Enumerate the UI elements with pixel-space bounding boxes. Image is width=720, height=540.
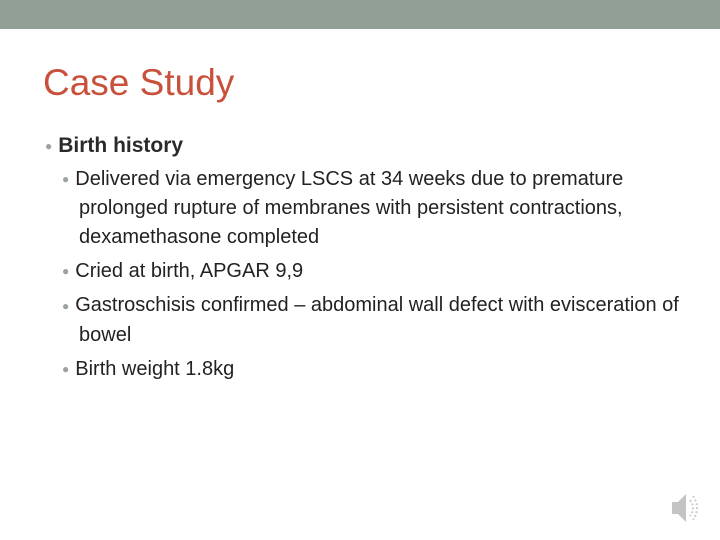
slide-title: Case Study — [43, 62, 235, 103]
sub-bullet-list — [62, 165, 682, 389]
list-item — [62, 165, 682, 252]
bullet-icon: ● — [45, 139, 53, 154]
list-item — [62, 355, 682, 384]
list-item-text: Cried at birth, APGAR 9,9 — [75, 260, 304, 283]
list-item-text: Birth weight 1.8kg — [75, 357, 235, 380]
bullet-text: Birth history — [58, 134, 184, 157]
speaker-icon[interactable] — [668, 490, 704, 531]
list-item-text: Gastroschisis confirmed – abdominal wall defect with evisceration of bowel — [75, 294, 679, 346]
bullet-icon: ● — [62, 172, 70, 187]
bullet-birth-history — [45, 132, 183, 160]
list-item — [62, 291, 682, 349]
list-item — [62, 257, 682, 286]
bullet-icon: ● — [62, 361, 70, 376]
bullet-icon: ● — [62, 298, 70, 313]
bullet-icon: ● — [62, 264, 70, 279]
top-bar — [0, 0, 720, 29]
list-item-text: Delivered via emergency LSCS at 34 weeks due to premature prolonged rupture of membranes with persistent contractions, dexamethasone completed — [75, 168, 624, 249]
